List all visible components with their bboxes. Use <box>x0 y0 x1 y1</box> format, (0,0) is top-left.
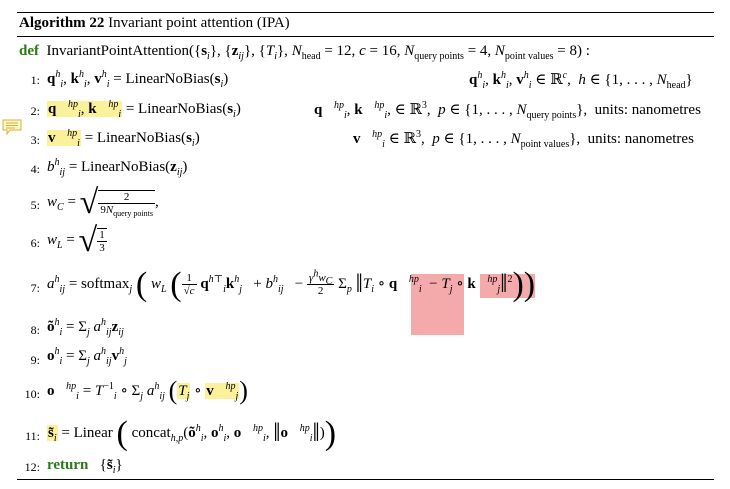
line-2-right: q⃗$^{hp}_i$, k⃗$^{hp}_i$, ∈ ℝ$^3$, p ∈ {1, . . . , $N_{query points}$}, units: nanometres <box>314 100 701 121</box>
line-number: 4: <box>30 162 40 176</box>
line-5: $w_C$ = √ $\frac{2}{9N_{query points}}$ , <box>47 184 159 221</box>
line-number: 3: <box>30 133 40 147</box>
def-line: def $InvariantPointAttention(\{s_i\}$, $\{z_{ij}\}$, $\{T_i\}$, $N_{head} = 12$, c = 16, $N_{query points} = 4$, $N_{point values} = 8$) : <box>19 43 590 62</box>
line-4: $b^h_{ij}$ = $LinearNoBias(z_{ij})$ <box>47 157 188 178</box>
line-number: 6: <box>30 236 40 250</box>
line-11: $s̃_i$ = Linear ( $concat_{h,p}(õ^h_i$, $o^h_i$, o⃗$^{hp}_i$, ‖o⃗$^{hp}_i$‖)) <box>48 415 337 452</box>
comment-icon[interactable] <box>2 119 22 135</box>
line-10: o⃗$^{hp}_i$ = $T^{-1}_i$ ∘ $\Sigma_j$ $a^h_{ij}$ ($T_j$ ∘ v⃗$^{hp}_j$) <box>47 376 248 405</box>
title-rule <box>17 36 714 37</box>
line-number: 2: <box>30 104 40 118</box>
line-1: $q^h_i$, $k^h_i$, $v^h_i$ = $LinearNoBias(s_i)$ <box>47 69 229 90</box>
bottom-rule <box>17 479 714 480</box>
line-12: return $\{s̃_i\}$ <box>47 457 123 476</box>
line-3: v⃗$^{hp}_i$ = $LinearNoBias(s_i)$ <box>48 128 200 149</box>
top-rule <box>17 12 714 13</box>
line-7: $a^h_{ij}$ = softmax$_j$ ( $w_L$ ( $\frac{1}{√c}$ $q^{h⊤}_ik^h_j + b^h_{ij}$ − $\frac{\gamma^hw_C}{2}$ $\Sigma_p$ $‖T_i$ ∘ q⃗$^{hp}_i$ − $T_j$ ∘ k⃗$^{hp}_j$‖$^2$)) <box>47 266 536 303</box>
line-3-right: v⃗$^{hp}_i$ ∈ ℝ$^3$, p ∈ {1, . . . , $N_{point values}$}, units: nanometres <box>353 129 694 150</box>
line-number: 8: <box>30 323 40 337</box>
algorithm-title: Algorithm 22 Invariant point attention (IPA) <box>19 15 290 31</box>
line-6: $w_L$ = √ $\frac{1}{3}$ <box>47 222 105 259</box>
line-number: 7: <box>30 281 40 295</box>
line-number: 12: <box>24 460 40 474</box>
line-number: 5: <box>30 198 40 212</box>
line-number: 1: <box>30 73 40 87</box>
line-2: q⃗$^{hp}_i$, k⃗$^{hp}_i$ = $LinearNoBias(s_i)$ <box>48 99 241 120</box>
line-number: 10: <box>24 387 40 401</box>
line-number: 9: <box>30 353 40 367</box>
line-9: $o^h_i = \Sigma_j$ $a^h_{ij}v^h_j$ <box>47 346 127 367</box>
line-number: 11: <box>25 429 40 443</box>
line-1-right: $q^h_i$, $k^h_i$, $v^h_i$ ∈ ℝ$^c$, h ∈ {1, . . . , $N_{head}$} <box>469 70 693 91</box>
line-8: $õ^h_i = \Sigma_j$ $a^h_{ij}z_{ij}$ <box>47 317 124 338</box>
